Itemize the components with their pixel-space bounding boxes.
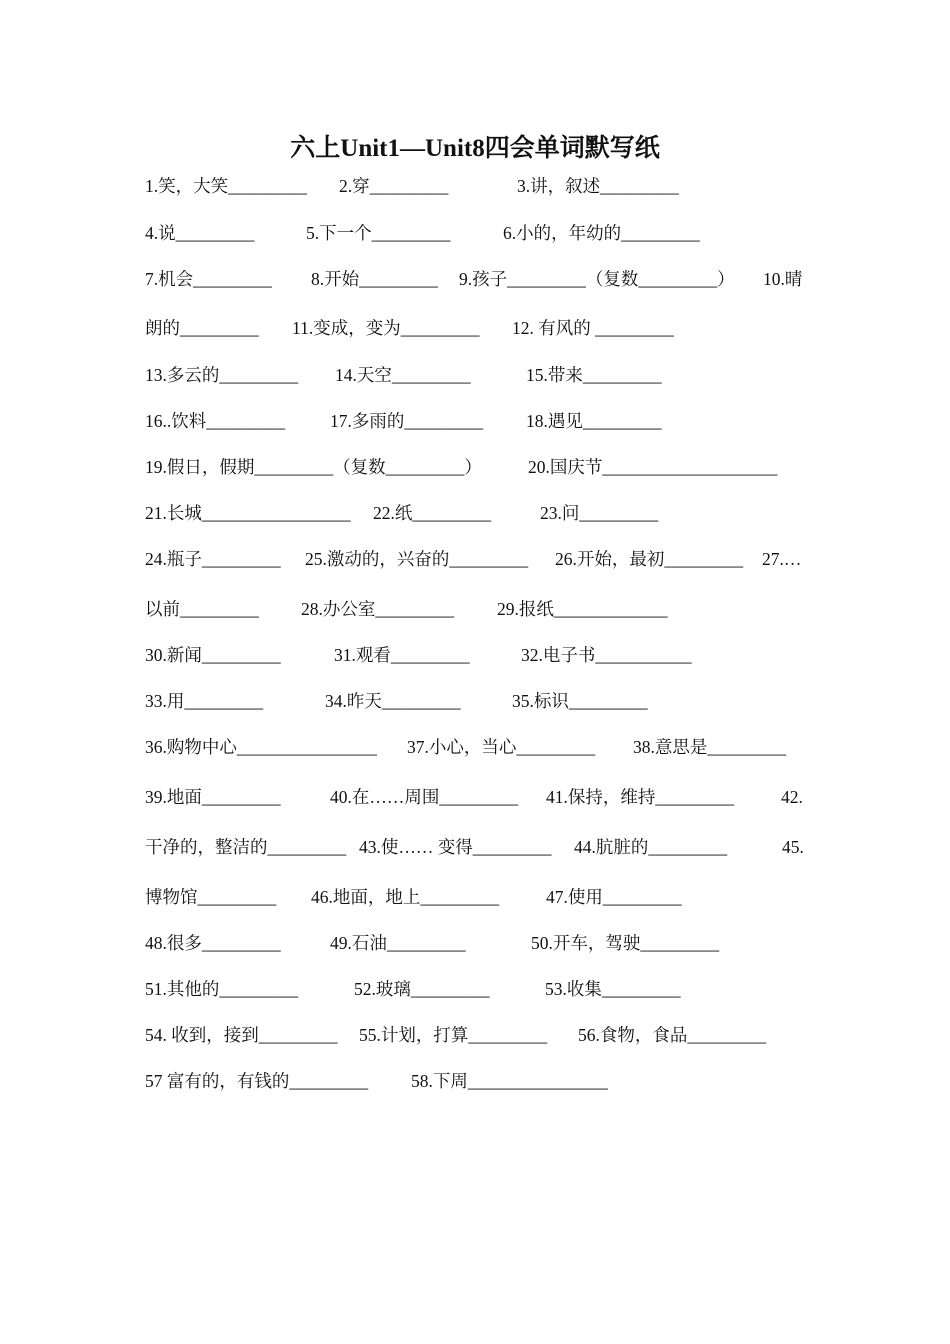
worksheet-line-12 [145, 688, 807, 714]
item-23: 23.问_________ [540, 503, 659, 523]
item-3: 3.讲，叙述_________ [517, 176, 679, 196]
item-27-cont: 以前_________ [145, 599, 259, 619]
worksheet-line-2 [145, 220, 807, 246]
item-41: 41.保持，维持_________ [546, 787, 735, 807]
item-42-cont: 干净的，整洁的_________ [145, 837, 347, 857]
item-19: 19.假日，假期_________（复数_________） [145, 457, 482, 477]
item-21: 21.长城_________________ [145, 503, 351, 523]
item-33: 33.用_________ [145, 691, 264, 711]
worksheet-line-18 [145, 976, 807, 1002]
worksheet-line-19 [145, 1022, 807, 1048]
item-55: 55.计划，打算_________ [359, 1025, 548, 1045]
item-10: 10.晴 [763, 269, 803, 289]
item-24: 24.瓶子_________ [145, 549, 281, 569]
item-49: 49.石油_________ [330, 933, 466, 953]
item-18: 18.遇见_________ [526, 411, 662, 431]
item-56: 56.食物，食品_________ [578, 1025, 767, 1045]
item-51: 51.其他的_________ [145, 979, 299, 999]
item-48: 48.很多_________ [145, 933, 281, 953]
item-58: 58.下周________________ [411, 1071, 608, 1091]
item-12: 12. 有风的 _________ [512, 318, 674, 338]
item-38: 38.意思是_________ [633, 737, 787, 757]
item-50: 50.开车，驾驶_________ [531, 933, 720, 953]
item-40: 40.在……周围_________ [330, 787, 519, 807]
item-26: 26.开始，最初_________ [555, 549, 744, 569]
item-9: 9.孩子_________（复数_________） [459, 269, 735, 289]
item-4: 4.说_________ [145, 223, 255, 243]
item-45: 45. [782, 837, 804, 857]
worksheet-line-3 [145, 266, 807, 292]
item-36: 36.购物中心________________ [145, 737, 377, 757]
item-20: 20.国庆节____________________ [528, 457, 778, 477]
worksheet-line-8 [145, 500, 807, 526]
item-7: 7.机会_________ [145, 269, 272, 289]
item-31: 31.观看_________ [334, 645, 470, 665]
item-46: 46.地面，地上_________ [311, 887, 500, 907]
item-42: 42. [781, 787, 803, 807]
worksheet-line-4 [145, 315, 807, 341]
item-10-cont: 朗的_________ [145, 318, 259, 338]
item-35: 35.标识_________ [512, 691, 648, 711]
item-27: 27.… [762, 549, 802, 569]
worksheet-line-5 [145, 362, 807, 388]
worksheet-line-1 [145, 173, 807, 199]
worksheet-line-11 [145, 642, 807, 668]
item-45-cont: 博物馆_________ [145, 887, 277, 907]
item-57: 57 富有的，有钱的_________ [145, 1071, 369, 1091]
worksheet-line-10 [145, 596, 807, 622]
item-2: 2.穿_________ [339, 176, 449, 196]
item-25: 25.激动的，兴奋的_________ [305, 549, 529, 569]
worksheet-line-6 [145, 408, 807, 434]
item-47: 47.使用_________ [546, 887, 682, 907]
worksheet-line-20 [145, 1068, 807, 1094]
item-52: 52.玻璃_________ [354, 979, 490, 999]
item-15: 15.带来_________ [526, 365, 662, 385]
item-22: 22.纸_________ [373, 503, 492, 523]
page-title: 六上Unit1—Unit8四会单词默写纸 [290, 135, 660, 162]
item-29: 29.报纸_____________ [497, 599, 668, 619]
item-28: 28.办公室_________ [301, 599, 455, 619]
item-6: 6.小的，年幼的_________ [503, 223, 700, 243]
worksheet-line-17 [145, 930, 807, 956]
worksheet-line-16 [145, 884, 807, 910]
item-44: 44.肮脏的_________ [574, 837, 728, 857]
worksheet-line-7 [145, 454, 807, 480]
item-8: 8.开始_________ [311, 269, 438, 289]
item-39: 39.地面_________ [145, 787, 281, 807]
item-16: 16..饮料_________ [145, 411, 285, 431]
worksheet-line-13 [145, 734, 807, 760]
item-13: 13.多云的_________ [145, 365, 299, 385]
item-54: 54. 收到，接到_________ [145, 1025, 338, 1045]
item-32: 32.电子书___________ [521, 645, 692, 665]
item-30: 30.新闻_________ [145, 645, 281, 665]
item-1: 1.笑，大笑_________ [145, 176, 307, 196]
item-11: 11.变成，变为_________ [292, 318, 480, 338]
item-43: 43.使…… 变得_________ [359, 837, 552, 857]
item-34: 34.昨天_________ [325, 691, 461, 711]
item-14: 14.天空_________ [335, 365, 471, 385]
item-5: 5.下一个_________ [306, 223, 451, 243]
worksheet-line-15 [145, 834, 807, 860]
item-37: 37.小心，当心_________ [407, 737, 596, 757]
worksheet-line-14 [145, 784, 807, 810]
worksheet-line-9 [145, 546, 807, 572]
item-17: 17.多雨的_________ [330, 411, 484, 431]
item-53: 53.收集_________ [545, 979, 681, 999]
